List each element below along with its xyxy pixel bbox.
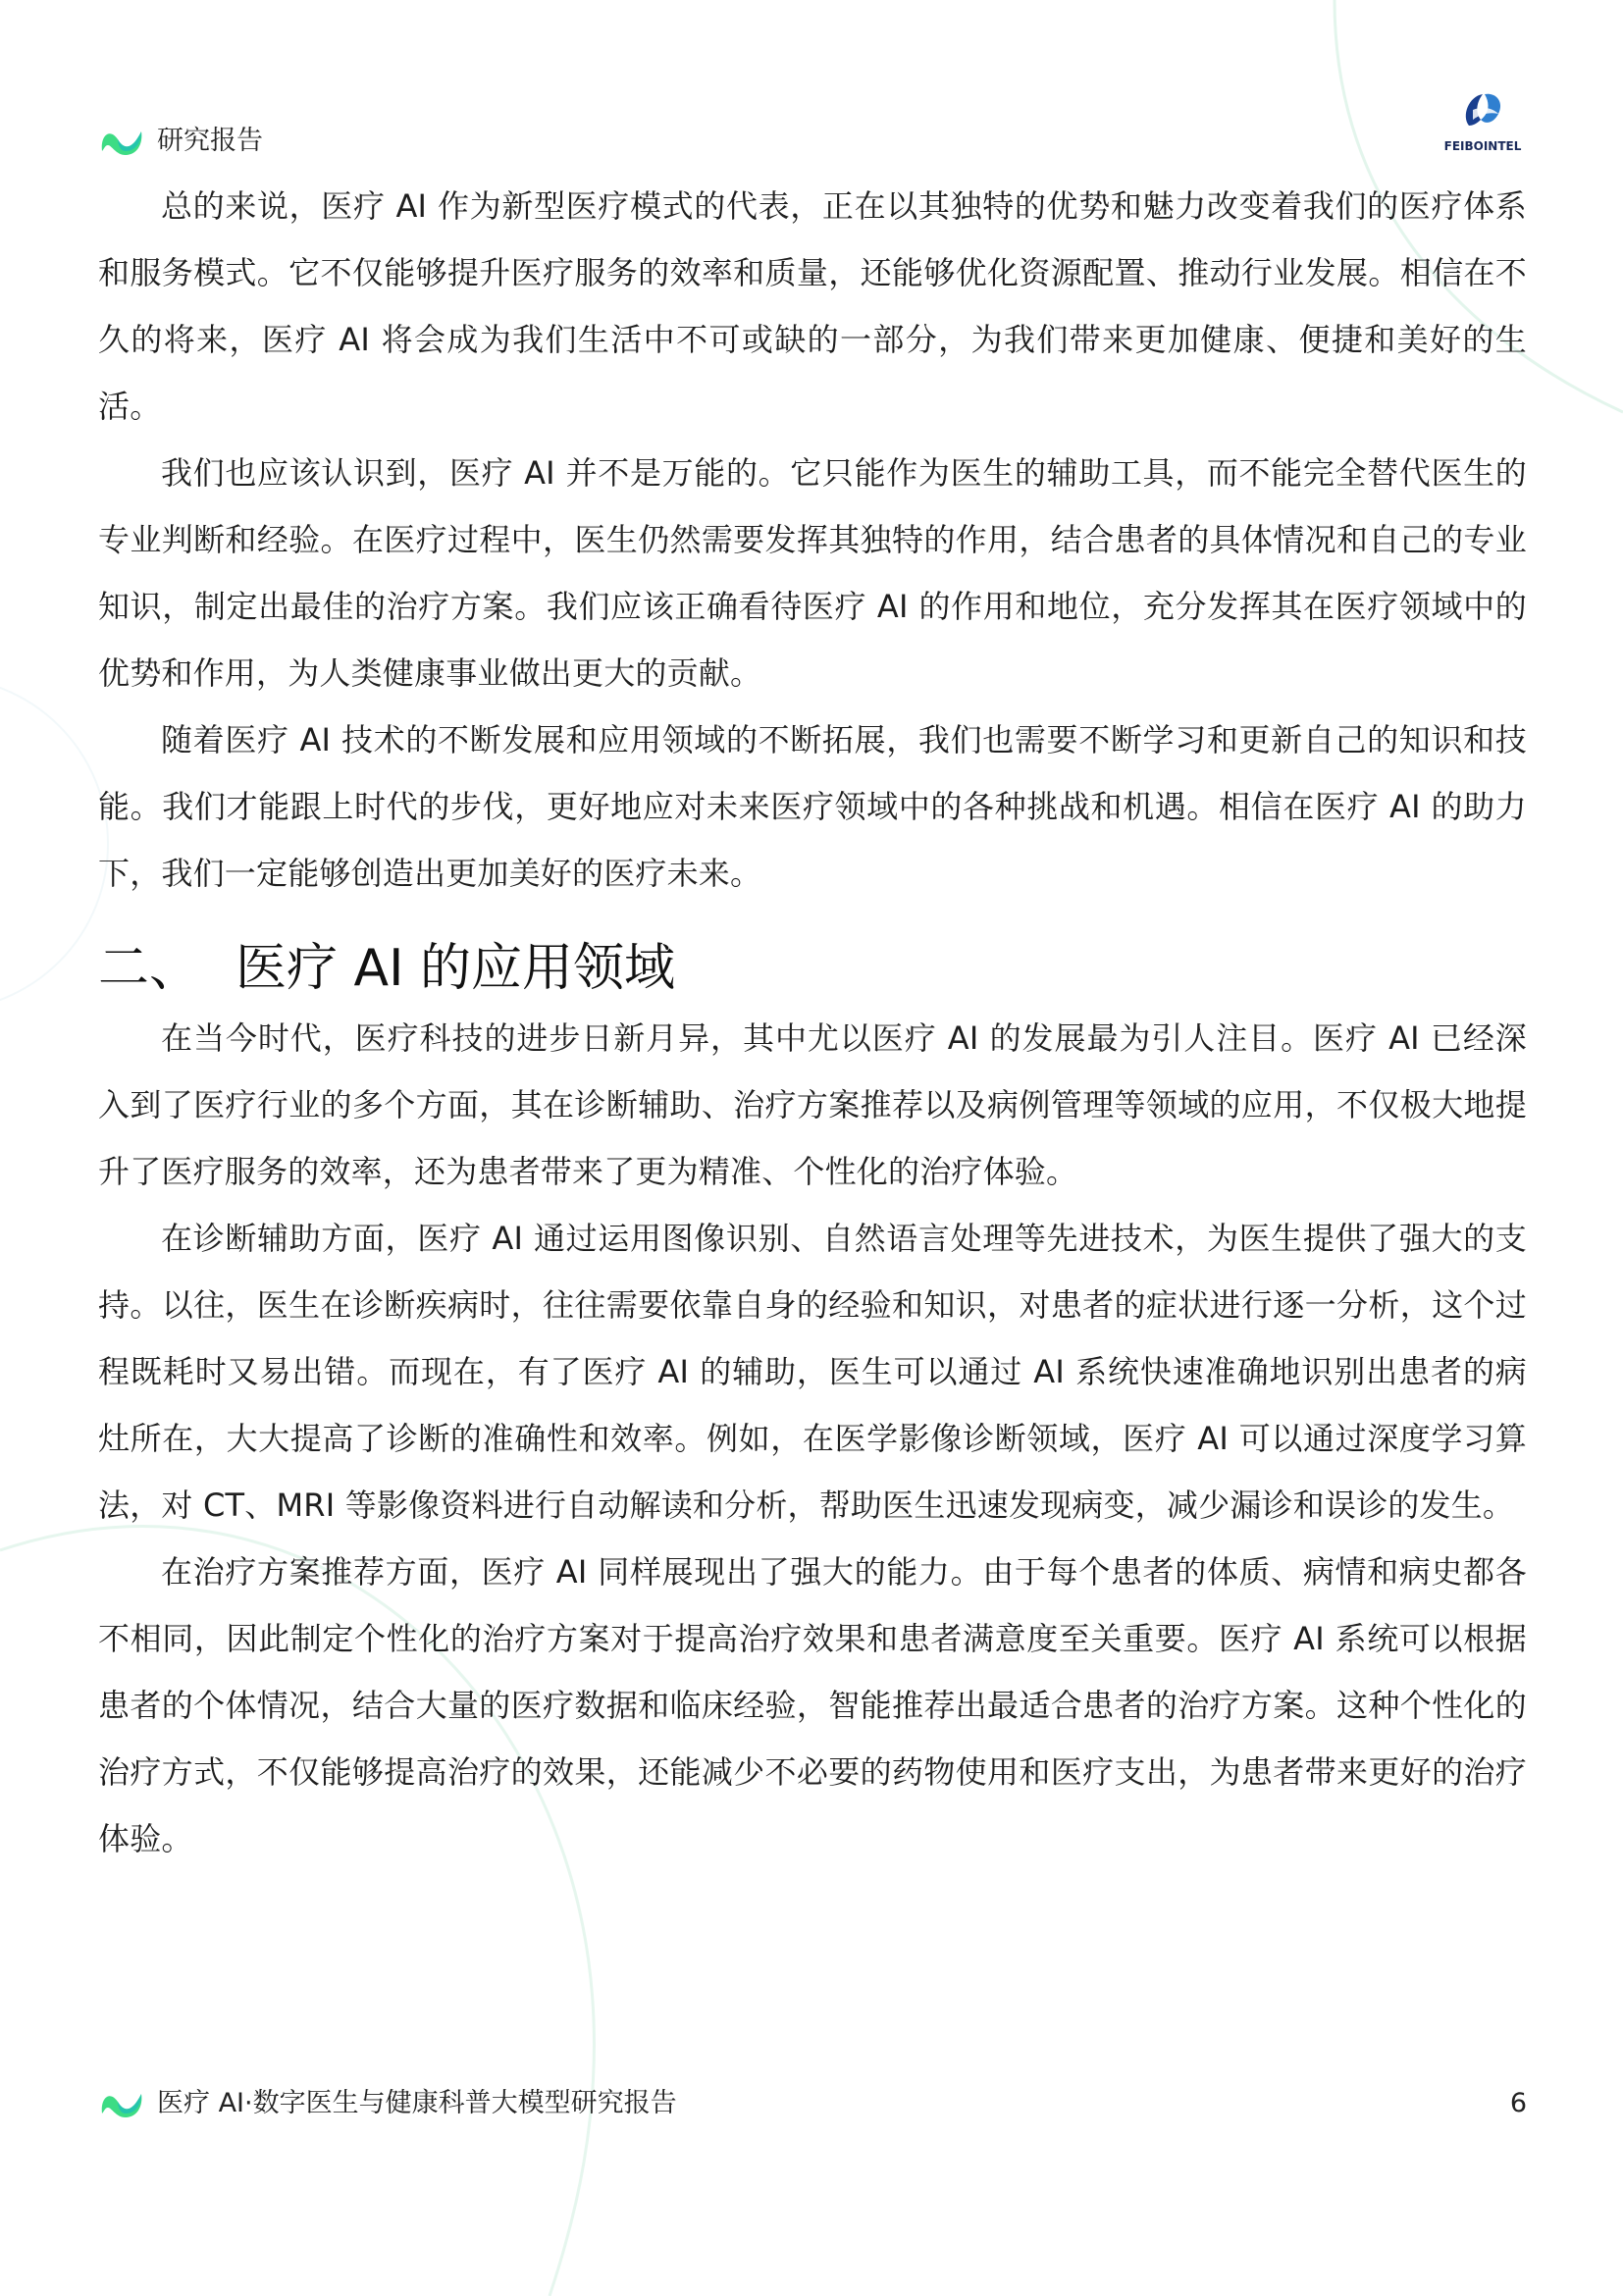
report-logo-icon bbox=[98, 122, 145, 161]
brand-mark-icon bbox=[1451, 86, 1514, 135]
page-header bbox=[98, 116, 1527, 175]
paragraph: 在治疗方案推荐方面，医疗 AI 同样展现出了强大的能力。由于每个患者的体质、病情和病史都各不相同，因此制定个性化的治疗方案对于提高治疗效果和患者满意度至关重要。医疗 AI 系统可以根据患者的个体情况，结合大量的医疗数据和临床经验，智能推荐出最适合患者的治疗方案。这种个性化的治疗方式，不仅能够提高治疗的效果，还能减少不必要的药物使用和医疗支出，为患者带来更好的治疗体验。 bbox=[98, 1553, 1527, 1857]
page-number: 6 bbox=[1509, 2088, 1527, 2118]
footer-title: 医疗 AI·数字医生与健康科普大模型研究报告 bbox=[157, 2088, 677, 2118]
section-number: 二、 bbox=[98, 939, 201, 998]
paragraph: 随着医疗 AI 技术的不断发展和应用领域的不断拓展，我们也需要不断学习和更新自己的知识和技能。我们才能跟上时代的步伐，更好地应对未来医疗领域中的各种挑战和机遇。相信在医疗 AI 的助力下，我们一定能够创造出更加美好的医疗未来。 bbox=[98, 721, 1527, 892]
paragraph: 在诊断辅助方面，医疗 AI 通过运用图像识别、自然语言处理等先进技术，为医生提供了强大的支持。以往，医生在诊断疾病时，往往需要依靠自身的经验和知识，对患者的症状进行逐一分析，这个过程既耗时又易出错。而现在，有了医疗 AI 的辅助，医生可以通过 AI 系统快速准确地识别出患者的病灶所在，大大提高了诊断的准确性和效率。例如，在医学影像诊断领域，医疗 AI 可以通过深度学习算法，对 CT、MRI 等影像资料进行自动解读和分析，帮助医生迅速发现病变，减少漏诊和误诊的发生。 bbox=[98, 1220, 1527, 1524]
page-content bbox=[98, 173, 1527, 1872]
brand-name: FEIBOINTEL bbox=[1443, 139, 1522, 153]
header-title: 研究报告 bbox=[157, 126, 263, 156]
paragraph: 我们也应该认识到，医疗 AI 并不是万能的。它只能作为医生的辅助工具，而不能完全替代医生的专业判断和经验。在医疗过程中，医生仍然需要发挥其独特的作用，结合患者的具体情况和自己的专业知识，制定出最佳的治疗方案。我们应该正确看待医疗 AI 的作用和地位，充分发挥其在医疗领域中的优势和作用，为人类健康事业做出更大的贡献。 bbox=[98, 454, 1527, 692]
paragraph: 总的来说，医疗 AI 作为新型医疗模式的代表，正在以其独特的优势和魅力改变着我们的医疗体系和服务模式。它不仅能够提升医疗服务的效率和质量，还能够优化资源配置、推动行业发展。相信在不久的将来，医疗 AI 将会成为我们生活中不可或缺的一部分，为我们带来更加健康、便捷和美好的生活。 bbox=[98, 187, 1527, 425]
section-title: 医疗 AI 的应用领域 bbox=[236, 939, 675, 998]
report-logo-icon bbox=[98, 2084, 145, 2123]
paragraph: 在当今时代，医疗科技的进步日新月异，其中尤以医疗 AI 的发展最为引人注目。医疗 AI 已经深入到了医疗行业的多个方面，其在诊断辅助、治疗方案推荐以及病例管理等领域的应用，不仅极大地提升了医疗服务的效率，还为患者带来了更为精准、个性化的治疗体验。 bbox=[98, 1019, 1527, 1190]
page-footer bbox=[98, 2082, 1527, 2129]
brand-logo bbox=[1439, 86, 1527, 175]
section-heading bbox=[98, 907, 1527, 1005]
